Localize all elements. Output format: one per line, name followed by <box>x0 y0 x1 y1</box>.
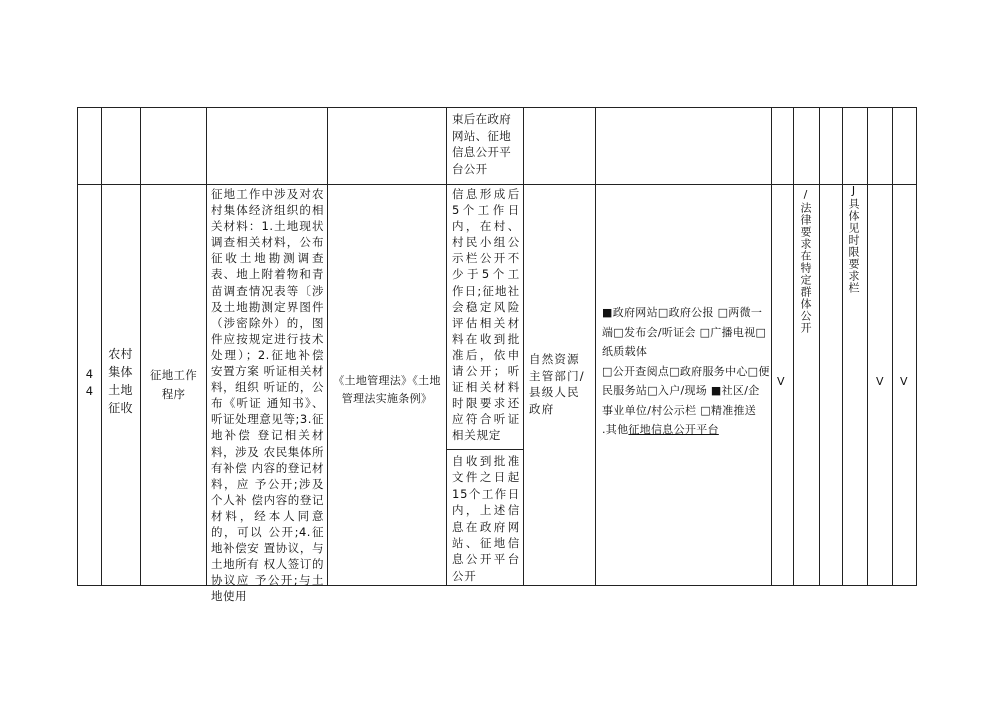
col-line <box>842 107 843 586</box>
item-name-cell: 征地工作 程序 <box>149 368 198 401</box>
col-line <box>892 107 893 586</box>
channels-other <box>602 420 770 440</box>
col-line <box>793 107 794 586</box>
col-line <box>771 107 772 586</box>
row-divider <box>77 184 917 185</box>
channels-cell <box>602 303 770 440</box>
col-line <box>77 107 78 586</box>
col-line <box>140 107 141 586</box>
subject-cell: 自然资源主管部门/县级人民政府 <box>529 352 585 416</box>
prev-time-limit-line: 台公开 <box>452 161 488 176</box>
col-line <box>867 107 868 586</box>
specific-group-cell: /法律要求在特定群体公开 <box>799 188 812 334</box>
prev-time-limit-line: 束后在政府 <box>452 112 511 126</box>
col-line <box>916 107 917 586</box>
remark-cell: J具体见时限要求栏 <box>847 184 860 294</box>
prev-time-limit-line: 信息公开平 <box>452 145 511 159</box>
table-top-border <box>77 107 917 108</box>
check-active: V <box>876 375 884 388</box>
check-apply: V <box>900 375 908 388</box>
col-line <box>446 107 447 586</box>
prev-time-limit <box>452 111 520 177</box>
content-cell: 征地工作中涉及对农村集体经济组织的相关材料：1.土地现状调查相关材料，公布征收土地勘测调查表、地上附着物和青苗调查情况表等〔涉及土地勘测定界图件（涉密除外）的，图件应按规定进行技术处理）；2.征地补偿安置方案 听证相关材料，组织 听证的，公布《听证 通知书》、听证处理意见等;3.征地补偿 登记相关材料，涉及 农民集体所有补偿 内容的登记材料，应 予公开;涉及个人补 偿内容的登记材料，经本人同意的，可以 公开;4.征地补偿安 置协议，与土地所有 权人签订的协议应 予公开;与土地使用 <box>211 187 324 604</box>
time-limit-cell-2: 自收到批准文件之日起15个工作日内，上述信息在政府网站、征地信息公开平台公开 <box>452 454 520 583</box>
category-cell: 农村 集体 土地 征收 <box>108 347 133 415</box>
channels-other-prefix: .其他 <box>602 423 629 436</box>
col-line <box>819 107 820 586</box>
basis-cell: 《土地管理法》《土地管理法实施条例》 <box>333 374 441 405</box>
prev-time-limit-line: 网站、征地 <box>452 128 511 143</box>
col-line <box>206 107 207 586</box>
col-line <box>101 107 102 586</box>
col-line <box>523 107 524 586</box>
col-line <box>327 107 328 586</box>
col-line <box>595 107 596 586</box>
time-limit-divider <box>446 449 523 450</box>
channels-text: ■政府网站□政府公报 □两微一端□发布会/听证会 □广播电视□纸质载体 □公开查阅点□政府服务中心□便民服务站□入户/现场 ■社区/企事业单位/村公示栏 □精准推送 <box>602 306 770 417</box>
channels-other-value: 征地信息公开平台 <box>628 423 719 436</box>
time-limit-cell-1: 信息形成后5个工作日内，在村、村民小组公示栏公开不少于5个工作日;征地社会稳定风险评估相关材料在收到批准后，依申请公开；听证相关材料时限要求还应符合听证相关规定 <box>452 187 520 443</box>
table-bottom-border <box>77 585 917 586</box>
check-all-society: V <box>777 375 785 388</box>
seq-number: 4 4 <box>85 367 94 398</box>
